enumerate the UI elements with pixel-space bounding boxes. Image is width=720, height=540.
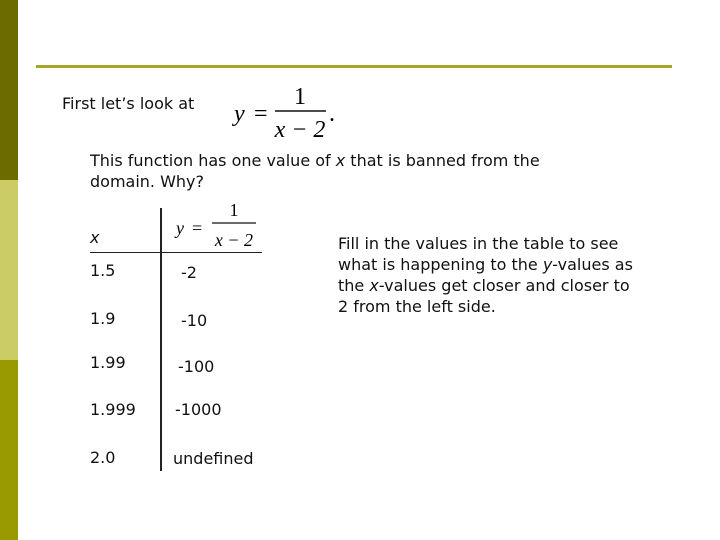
table-cell-x: 1.5 bbox=[90, 261, 116, 280]
instruction-note bbox=[338, 233, 633, 317]
table-cell-y: -2 bbox=[181, 263, 197, 282]
note-line-3: the x-values get closer and closer to bbox=[338, 276, 630, 295]
question-line-2: domain. Why? bbox=[90, 172, 205, 191]
table-cell-x: 1.99 bbox=[90, 353, 126, 372]
left-accent-bar-middle bbox=[0, 180, 18, 360]
header-formula-denominator: x − 2 bbox=[214, 230, 254, 250]
table-cell-x: 1.999 bbox=[90, 400, 136, 419]
intro-text: First let’s look at bbox=[62, 94, 195, 113]
header-formula-eq: = bbox=[192, 218, 203, 238]
table-cell-y: -1000 bbox=[175, 400, 222, 419]
question-paragraph bbox=[90, 150, 540, 192]
formula-eq: = bbox=[254, 101, 268, 127]
note-line-1: Fill in the values in the table to see bbox=[338, 234, 619, 253]
table-cell-y: -100 bbox=[178, 357, 215, 376]
formula-numerator: 1 bbox=[294, 84, 306, 110]
table-cell-y: undefined bbox=[173, 449, 254, 468]
table-cell-x: 2.0 bbox=[90, 448, 116, 467]
left-accent-bar-top bbox=[0, 0, 18, 180]
table-cell-y: -10 bbox=[181, 311, 208, 330]
note-line-2: what is happening to the y-values as bbox=[338, 255, 633, 274]
formula-lhs: y bbox=[234, 101, 245, 127]
left-accent-bar-bottom bbox=[0, 360, 18, 540]
formula-denominator: x − 2 bbox=[274, 117, 326, 143]
table-vertical-rule bbox=[160, 208, 162, 471]
table-header-formula bbox=[172, 199, 264, 257]
formula-trail: . bbox=[329, 101, 335, 127]
table-cell-x: 1.9 bbox=[90, 309, 116, 328]
question-line-1: This function has one value of x that is banned from the bbox=[90, 151, 540, 170]
header-formula-lhs: y bbox=[176, 218, 184, 238]
header-formula-numerator: 1 bbox=[229, 200, 239, 220]
table-header-x: x bbox=[90, 228, 100, 247]
title-rule bbox=[36, 65, 672, 68]
main-formula bbox=[228, 74, 348, 150]
note-line-4: 2 from the left side. bbox=[338, 297, 496, 316]
